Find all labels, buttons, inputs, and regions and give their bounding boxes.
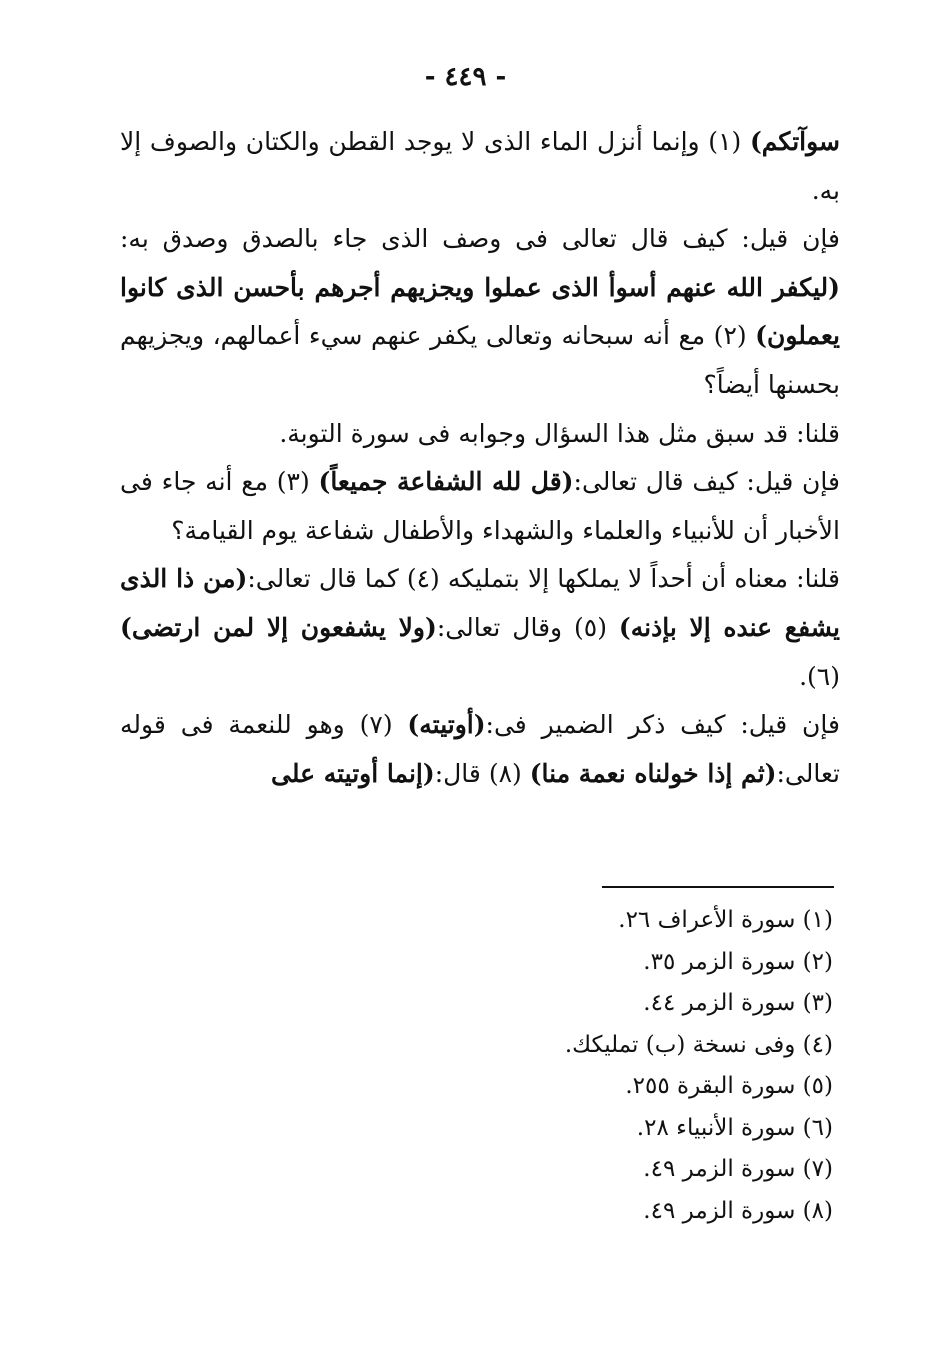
paragraph	[120, 555, 840, 701]
text-span: (١) وإنما أنزل الماء الذى لا يوجد القطن والكتان والصوف إلا به.	[120, 127, 840, 205]
paragraph	[120, 701, 840, 798]
text-span: (٢) مع أنه سبحانه وتعالى يكفر عنهم سيء أعمالهم، ويجزيهم بحسنها أيضاً؟	[120, 321, 840, 399]
quran-quote: (ولا يشفعون إلا لمن ارتضى)	[120, 612, 437, 642]
quran-quote: (من ذا الذى يشفع عنده إلا بإذنه)	[120, 564, 841, 642]
paragraph	[120, 410, 840, 459]
paragraph	[120, 118, 840, 215]
quran-quote: (ليكفر الله عنهم أسوأ الذى عملوا ويجزيهم أجرهم بأحسن الذى كانوا يعملون)	[120, 272, 841, 351]
footnote: (١) سورة الأعراف ٢٦.	[618, 907, 833, 933]
main-text	[120, 118, 840, 798]
quran-quote: (أوتيته)	[407, 710, 486, 740]
text-span: فإن قيل: كيف قال تعالى:	[573, 467, 840, 497]
text-span: فإن قيل: كيف ذكر الضمير فى:	[485, 710, 840, 740]
text-span: سوآتكم)	[749, 127, 840, 156]
footnote-divider	[602, 886, 834, 888]
footnote: (٦) سورة الأنبياء ٢٨.	[636, 1114, 833, 1141]
text-span: (٥) وقال تعالى:	[436, 612, 619, 642]
text-span: (٨) قال:	[434, 758, 530, 788]
footnote: (٧) سورة الزمر ٤٩.	[643, 1156, 833, 1182]
footnote: (٣) سورة الزمر ٤٤.	[643, 990, 833, 1016]
footnote: (٤) وفى نسخة (ب) تمليكك.	[564, 1031, 833, 1058]
quran-quote: (إنما أوتيته على	[271, 758, 435, 788]
quran-quote: (ثم إذا خولناه نعمة منا)	[529, 758, 777, 788]
footnote: (٥) سورة البقرة ٢٥٥.	[625, 1073, 833, 1099]
paragraph	[120, 458, 840, 555]
text-span: فإن قيل: كيف قال تعالى فى وصف الذى جاء بالصدق وصدق به:	[120, 224, 840, 254]
paragraph	[120, 215, 840, 409]
footnote: (٨) سورة الزمر ٤٩.	[643, 1197, 833, 1224]
text-span: (٧) وهو للنعمة فى قوله تعالى:	[120, 710, 840, 788]
footnote: (٢) سورة الزمر ٣٥.	[643, 948, 833, 975]
quran-quote: (قل لله الشفاعة جميعاً)	[318, 467, 574, 497]
text-span: (٣) مع أنه جاء فى الأخبار أن للأنبياء والعلماء والشهداء والأطفال شفاعة يوم القيامة؟	[120, 467, 840, 545]
footnotes	[430, 900, 833, 1232]
text-span: قلنا: قد سبق مثل هذا السؤال وجوابه فى سورة التوبة.	[279, 418, 840, 448]
text-span: قلنا: معناه أن أحداً لا يملكها إلا بتمليكه (٤) كما قال تعالى:	[247, 564, 840, 594]
text-span: (٦).	[799, 661, 840, 691]
page-number: - ٤٤٩ -	[424, 62, 507, 92]
